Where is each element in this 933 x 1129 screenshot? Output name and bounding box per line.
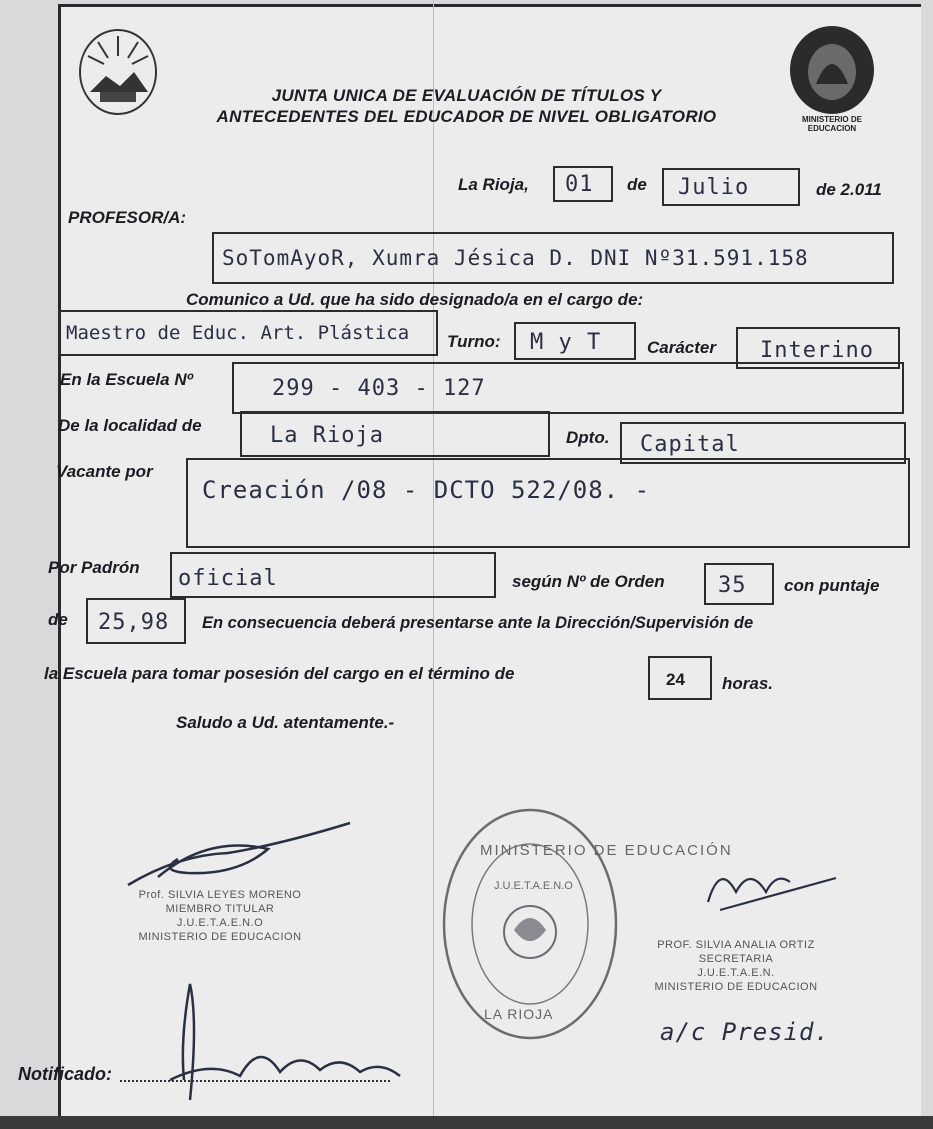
puntaje-label: de	[48, 610, 68, 629]
profesor-field: SoTomAyoR, Xumra Jésica D. DNI Nº31.591.158	[212, 232, 894, 284]
de-label: de	[627, 175, 647, 194]
localidad-label: De la localidad de	[58, 416, 202, 435]
padron-label: Por Padrón	[48, 558, 140, 577]
plazo-field: 24	[648, 656, 712, 700]
signature-right-icon	[700, 852, 840, 918]
sig-left-block: Prof. SILVIA LEYES MORENO MIEMBRO TITULAR J.U.E.T.A.E.N.O MINISTERIO DE EDUCACION	[138, 889, 302, 943]
stamp-bottom-text: LA RIOJA	[484, 1006, 554, 1022]
stamp-middle-text: J.U.E.T.A.E.N.O	[494, 880, 573, 892]
consecuencia-text: En consecuencia deberá presentarse ante la Dirección/Supervisión de	[202, 614, 754, 632]
dpto-label: Dpto.	[566, 428, 610, 447]
orden-field: 35	[704, 563, 774, 605]
signature-notificado-icon	[150, 980, 410, 1110]
vacante-label: Vacante por	[56, 462, 153, 481]
header-line-1: JUNTA UNICA DE EVALUACIÓN DE TÍTULOS Y	[271, 86, 662, 105]
svg-text:MINISTERIO DE: MINISTERIO DE	[801, 115, 863, 124]
year-label: de 2.011	[816, 180, 882, 199]
stamp-top-text: MINISTERIO DE EDUCACIÓN	[480, 842, 733, 859]
localidad-field: La Rioja	[240, 411, 550, 457]
orden-label: según Nº de Orden	[512, 572, 665, 591]
scan-bottom-edge	[0, 1116, 933, 1129]
escuela-label: En la Escuela Nº	[60, 370, 193, 389]
notificado-label: Notificado:	[18, 1064, 112, 1084]
turno-label: Turno:	[447, 332, 501, 351]
saludo-text: Saludo a Ud. atentamente.-	[176, 713, 395, 732]
caracter-label: Carácter	[647, 338, 716, 357]
vacante-field: Creación /08 - DCTO 522/08. -	[186, 458, 910, 548]
plazo-suffix: horas.	[722, 674, 774, 693]
cargo-field: Maestro de Educ. Art. Plástica	[58, 310, 438, 356]
sig-right-block: PROF. SILVIA ANALIA ORTIZ SECRETARIA J.U.E.T.A.E.N. MINISTERIO DE EDUCACION	[654, 939, 818, 993]
padron-field: oficial	[170, 552, 496, 598]
turno-field: M y T	[514, 322, 636, 360]
sig-right-note: a/c Presid.	[660, 1018, 830, 1046]
profesor-label: PROFESOR/A:	[68, 208, 187, 227]
dpto-field: Capital	[620, 422, 906, 464]
caracter-field: Interino	[736, 327, 900, 369]
plazo-text: la Escuela para tomar posesión del cargo en el término de	[44, 664, 515, 683]
escuela-field: 299 - 403 - 127	[232, 362, 904, 414]
comunico-label: Comunico a Ud. que ha sido designado/a en el cargo de:	[186, 290, 644, 309]
orden-suffix: con puntaje	[784, 576, 880, 595]
month-field: Julio	[662, 168, 800, 206]
place-label: La Rioja,	[458, 175, 529, 194]
header-line-2: ANTECEDENTES DEL EDUCADOR DE NIVEL OBLIGATORIO	[216, 107, 717, 126]
day-field: 01	[553, 166, 613, 202]
puntaje-field: 25,98	[86, 598, 186, 644]
svg-text:EDUCACION: EDUCACION	[807, 124, 857, 133]
